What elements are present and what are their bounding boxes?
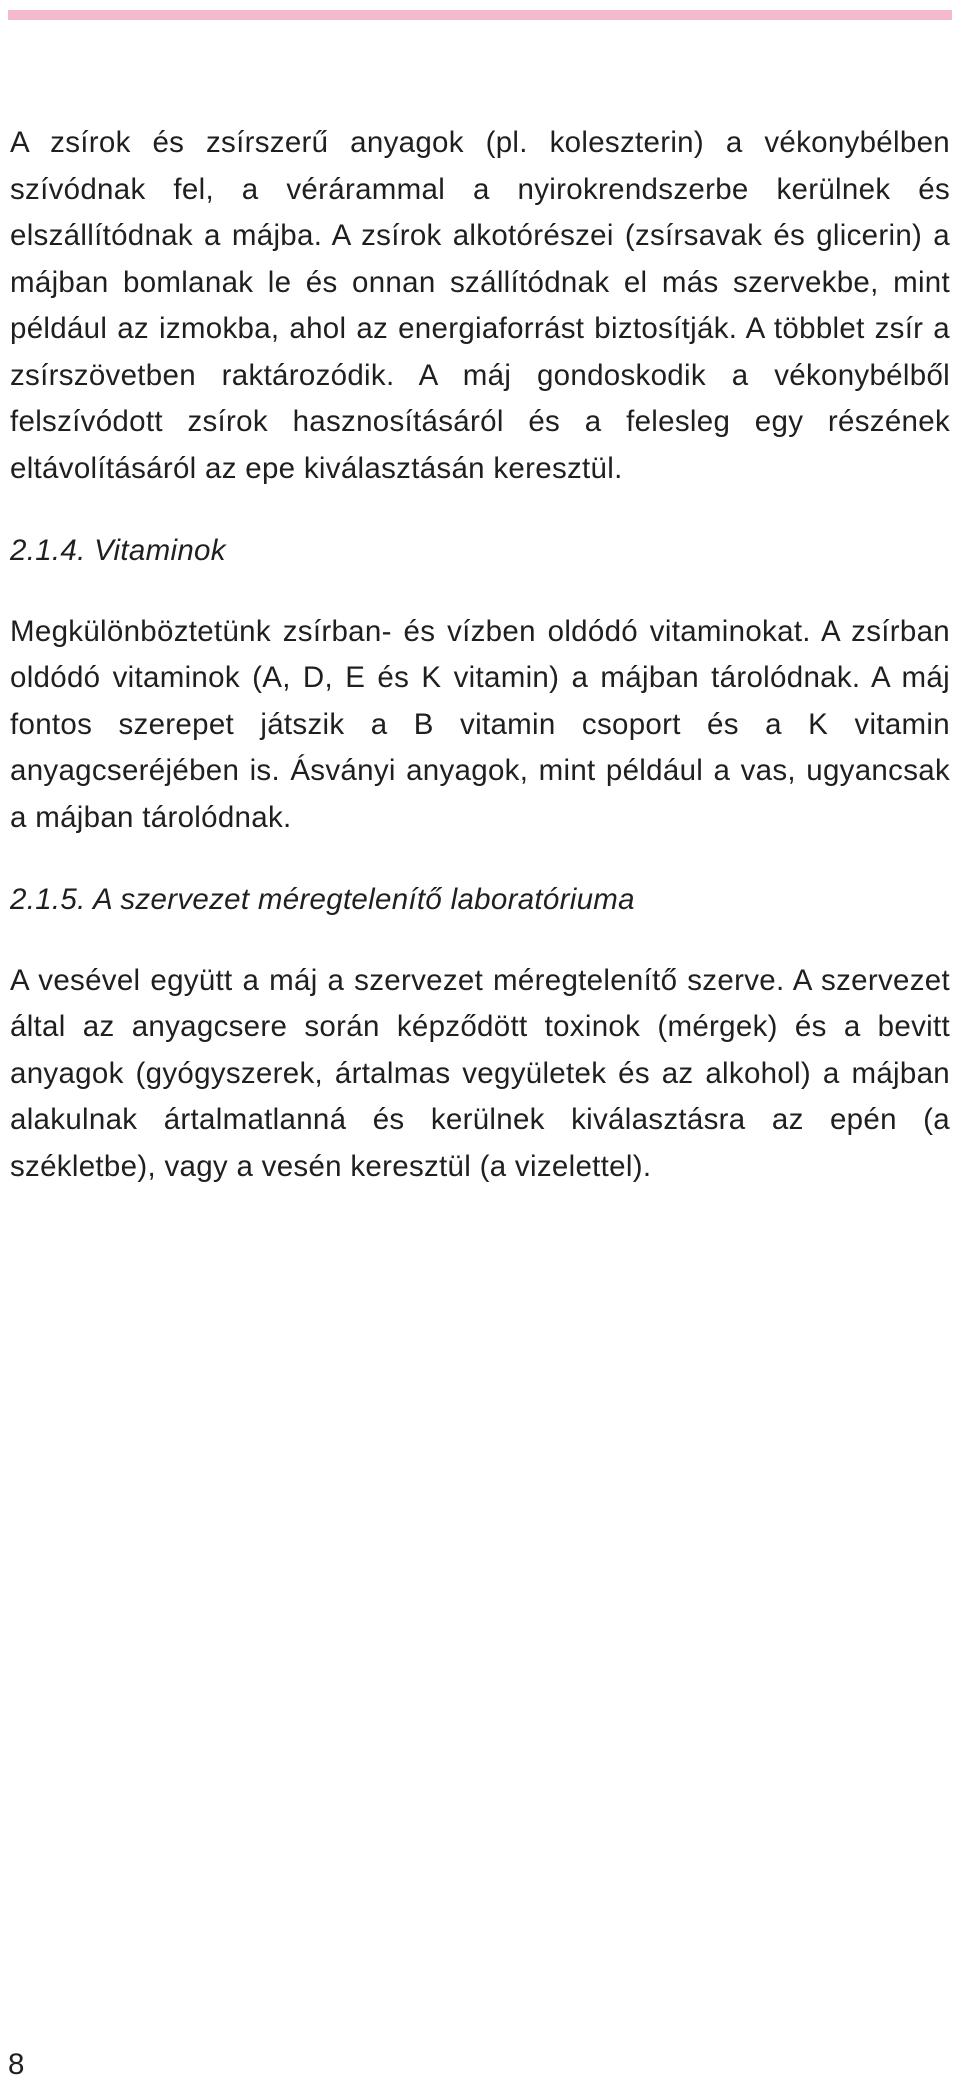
paragraph-fat-absorption: A zsírok és zsírszerű anyagok (pl. koleszterin) a vékonybélben szívódnak fel, a vérárammal a nyirokrendszerbe kerülnek és elszállítódnak a májba. A zsírok alkotórészei (zsírsavak és glicerin) a májban bomlanak le és onnan szállítódnak el más szervekbe, mint például az izmokba, ahol az energiaforrást biztosítják. A többlet zsír a zsírszövetben raktározódik. A máj gondoskodik a vékonybélből felszívódott zsírok hasznosításáról és a felesleg egy részének eltávolításáról az epe kiválasztásán keresztül. bbox=[10, 126, 950, 485]
paragraph-vitamins: Megkülönböztetünk zsírban- és vízben oldódó vitaminokat. A zsírban oldódó vitaminok (A, D, E és K vitamin) a májban tárolódnak. A máj fontos szerepet játszik a B vitamin csoport és a K vitamin anyagcseréjében is. Ásványi anyagok, mint például a vas, ugyancsak a májban tárolódnak. bbox=[10, 614, 950, 834]
section-heading-detox: 2.1.5. A szervezet méregtelenítő laboratóriuma bbox=[10, 883, 635, 916]
header-rule bbox=[8, 10, 952, 20]
section-heading-vitamins: 2.1.4. Vitaminok bbox=[10, 534, 226, 567]
paragraph-detox: A vesével együtt a máj a szervezet méregtelenítő szerve. A szervezet által az anyagcsere során képződött toxinok (mérgek) és a bevitt anyagok (gyógyszerek, ártalmas vegyületek és az alkohol) a májban alakulnak ártalmatlanná és kerülnek kiválasztásra az epén (a székletbe), vagy a vesén keresztül (a vizelettel). bbox=[10, 963, 950, 1183]
page-body bbox=[10, 120, 950, 1190]
page-number: 8 bbox=[8, 2048, 25, 2081]
